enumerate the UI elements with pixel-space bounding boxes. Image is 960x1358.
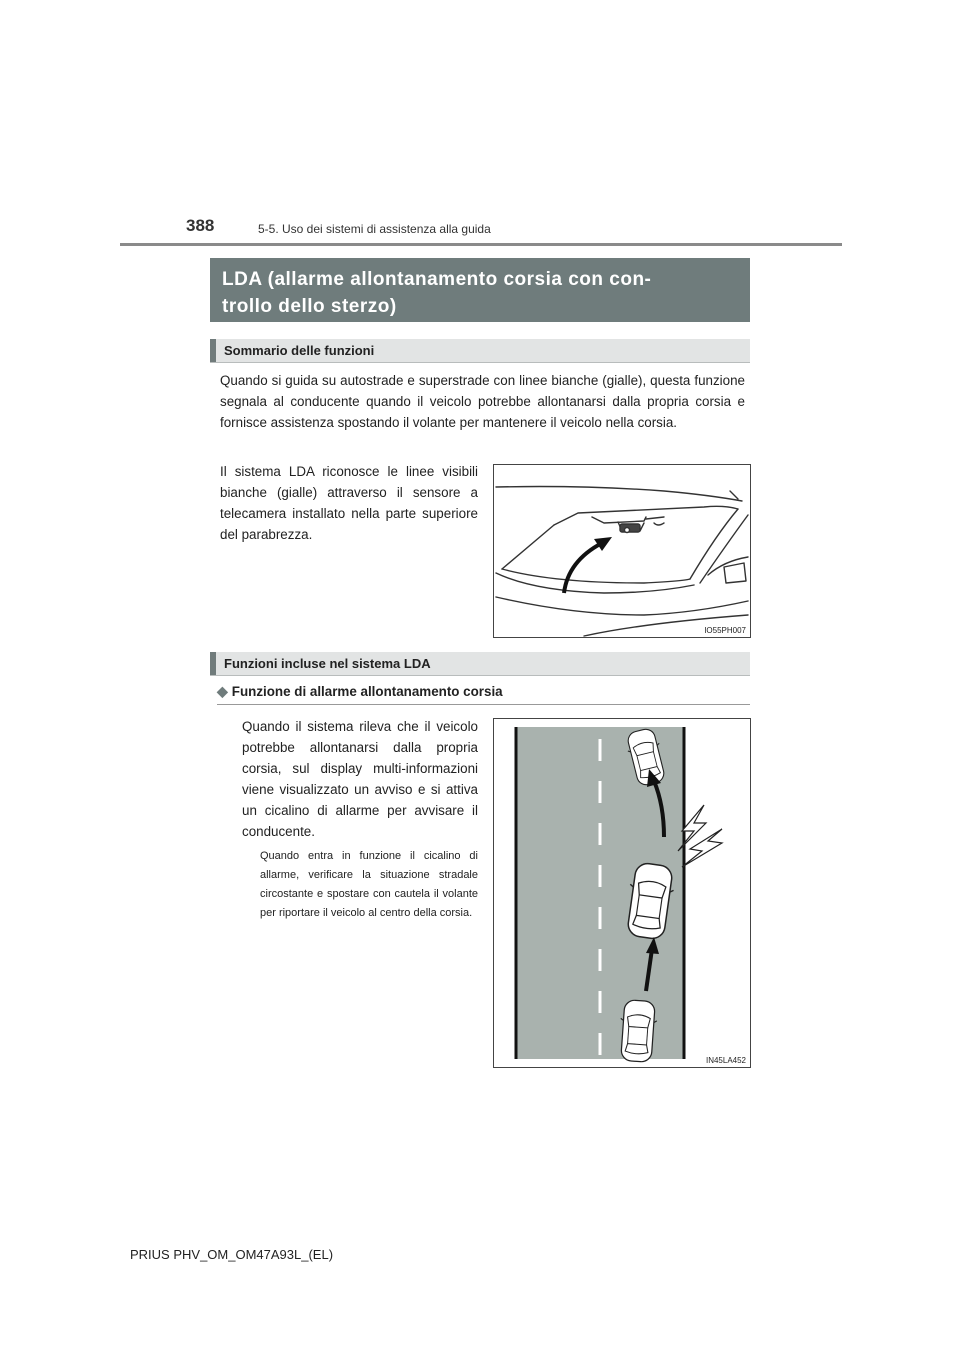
subheading-lane-departure-alert xyxy=(217,683,503,700)
subheading-rule xyxy=(217,704,750,705)
figure-code: IN45LA452 xyxy=(705,1056,746,1065)
section-heading-functions xyxy=(210,652,750,676)
page-title-line-2: trollo dello sterzo) xyxy=(222,296,397,317)
section-heading-text: Sommario delle funzioni xyxy=(224,343,375,358)
section-heading-overview xyxy=(210,339,750,363)
header-rule xyxy=(120,243,842,246)
section-heading-bar xyxy=(210,652,216,675)
figure-code: IO55PH007 xyxy=(704,626,746,635)
page-title-line-1: LDA (allarme allontanamento corsia con con- xyxy=(222,269,652,290)
document-id: PRIUS PHV_OM_OM47A93L_(EL) xyxy=(130,1247,334,1262)
overview-paragraph: Quando si guida su autostrade e superstrade con linee bianche (gialle), questa funzione segnala al conducente quando il veicolo potrebbe allontanarsi dalla propria corsia e fornisce assistenza spostando il volante per mantenere il veicolo nella corsia. xyxy=(220,373,745,430)
alert-paragraph: Quando il sistema rileva che il veicolo potrebbe allontanarsi dalla propria corsia, sul display multi-informazioni viene visualizzato un avviso e si attiva un cicalino di allarme per avvisare il conducente. xyxy=(242,719,478,839)
section-heading-text: Funzioni incluse nel sistema LDA xyxy=(224,656,431,671)
alert-note: Quando entra in funzione il cicalino di allarme, verificare la situazione stradale circostante e spostare con cautela il volante per riportare il veicolo al centro della corsia. xyxy=(260,850,478,919)
subheading-text: Funzione di allarme allontanamento corsia xyxy=(231,684,503,699)
diamond-bullet-icon: ◆ xyxy=(217,683,228,699)
page-title xyxy=(210,258,750,322)
section-heading-bar xyxy=(210,339,216,362)
windshield-camera-illustration xyxy=(494,465,750,637)
lane-departure-figure xyxy=(493,718,751,1068)
page-number: 388 xyxy=(186,216,215,235)
lane-departure-illustration xyxy=(494,719,750,1067)
camera-paragraph: Il sistema LDA riconosce le linee visibili bianche (gialle) attraverso il sensore a telecamera installato nella parte superiore del parabrezza. xyxy=(220,464,478,542)
windshield-camera-figure xyxy=(493,464,751,638)
car-start xyxy=(618,999,658,1062)
breadcrumb: 5-5. Uso dei sistemi di assistenza alla guida xyxy=(258,222,491,236)
